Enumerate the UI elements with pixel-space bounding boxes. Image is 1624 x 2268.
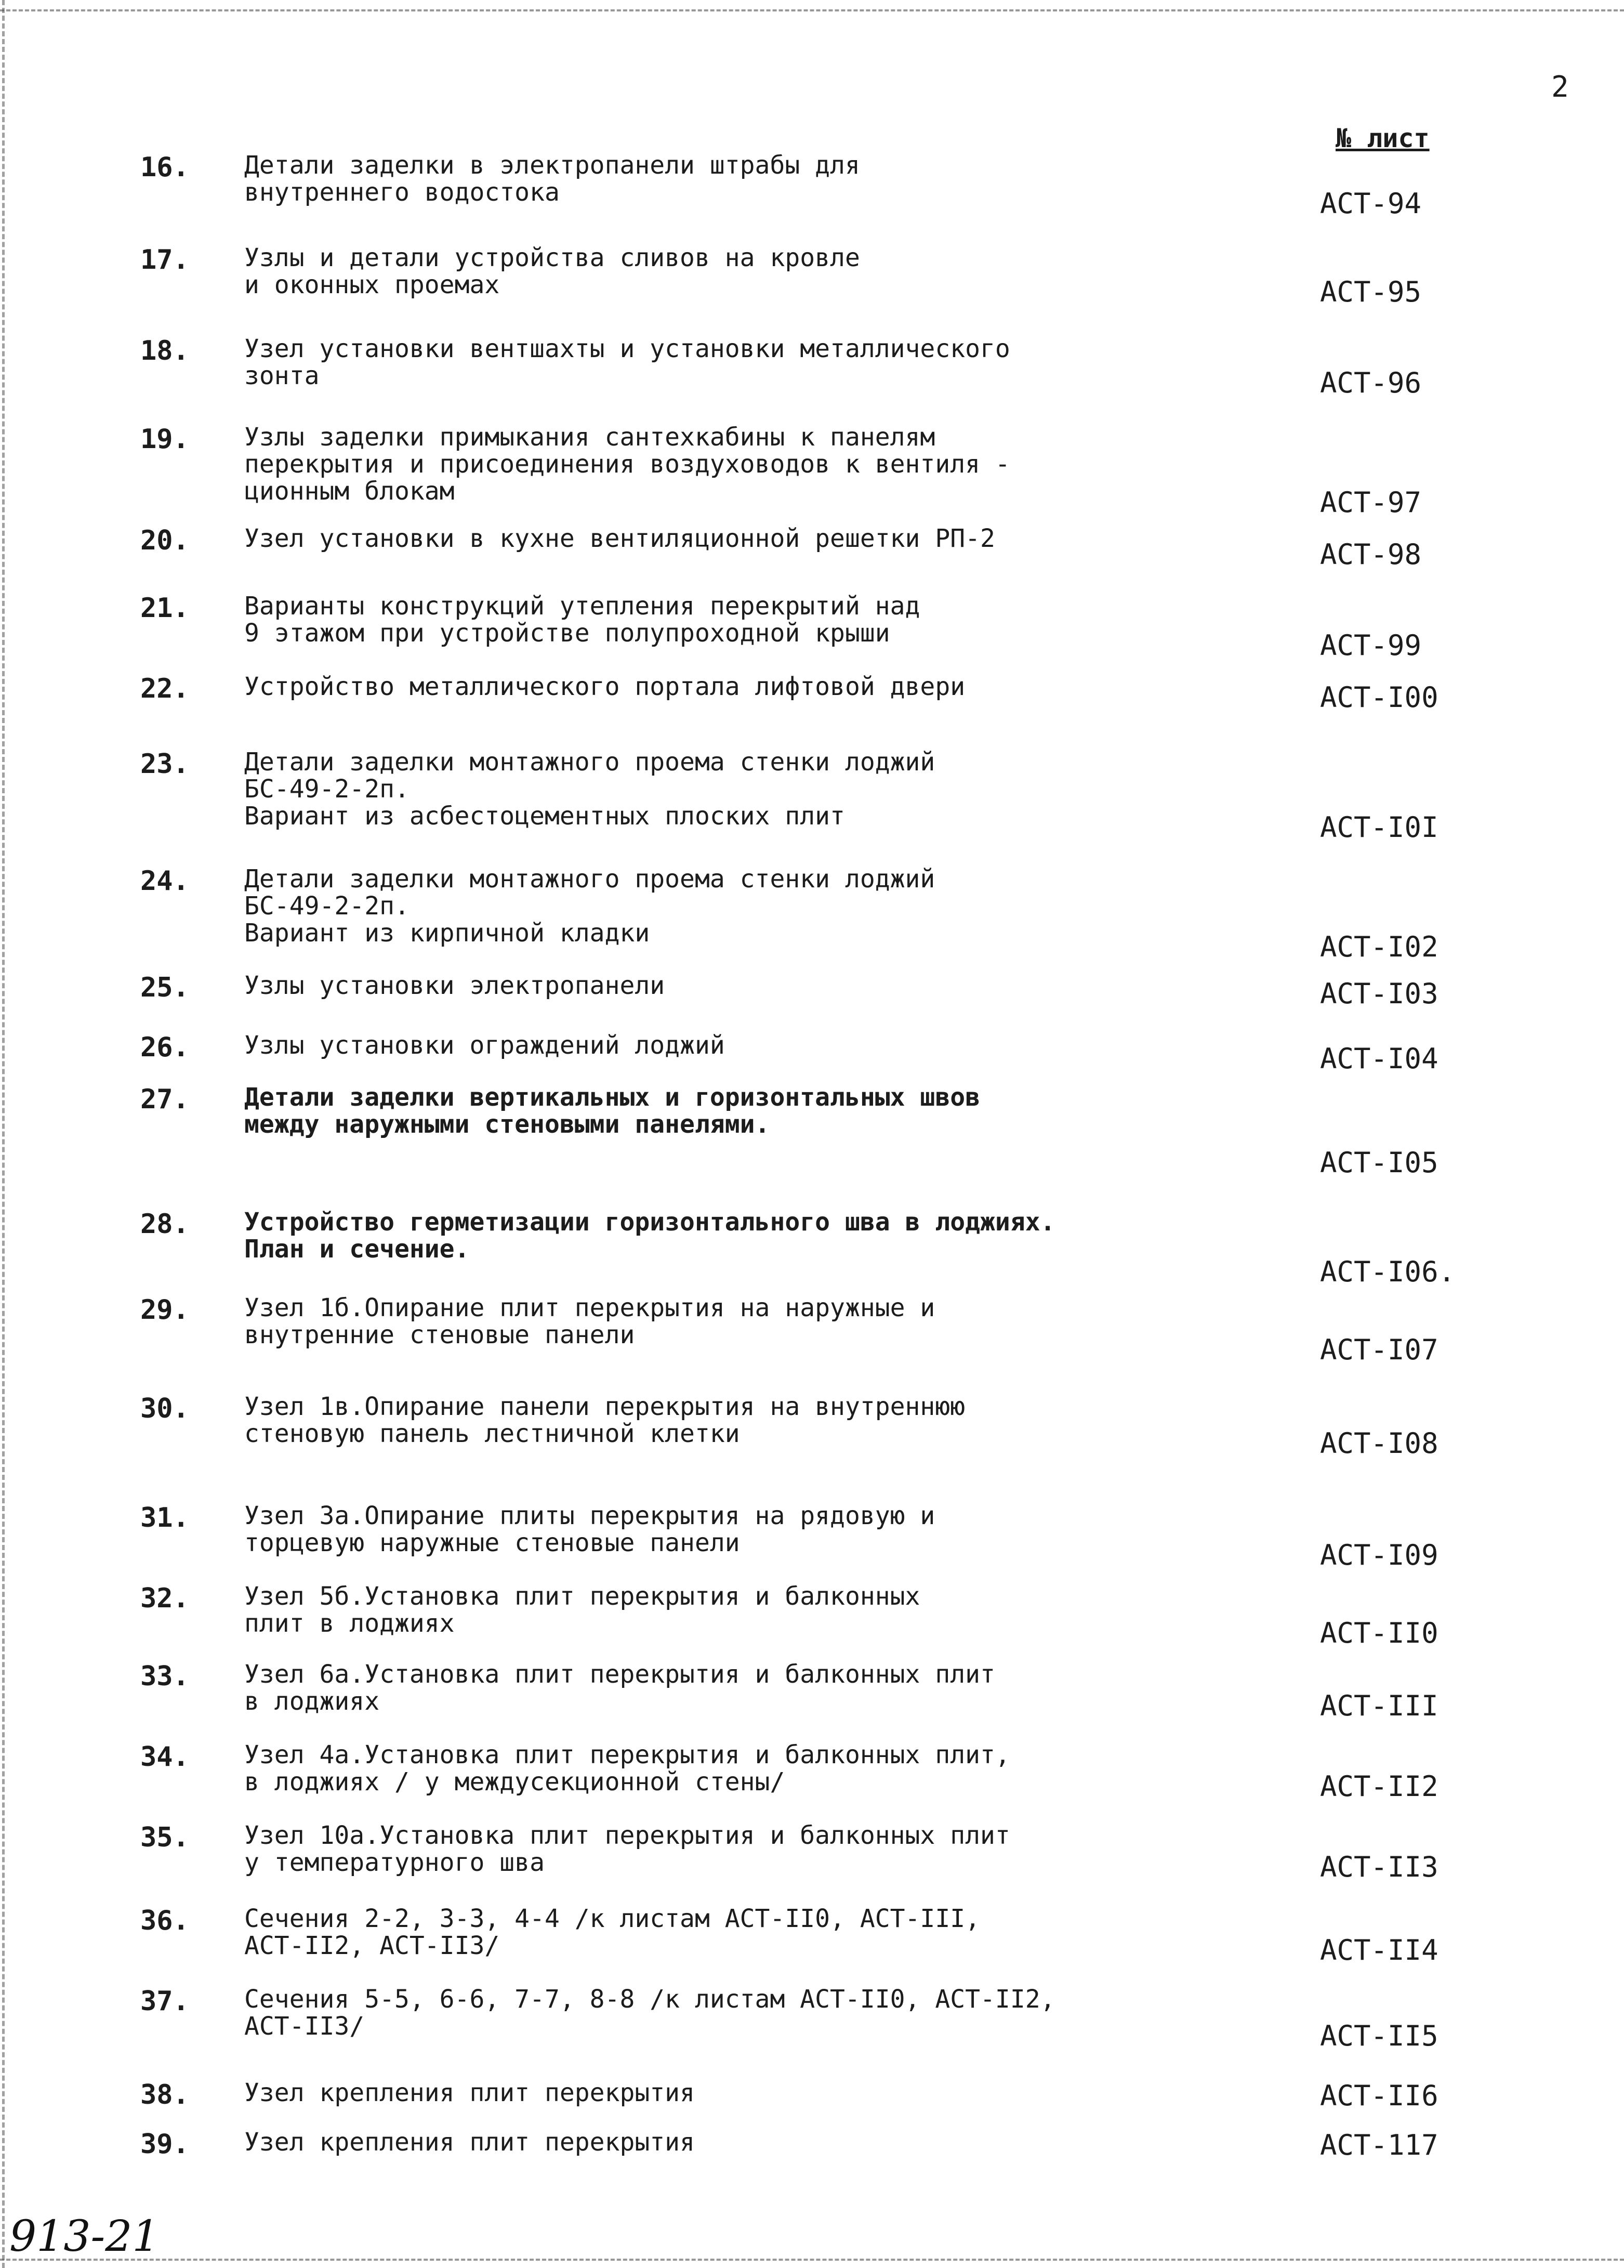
- sheet-number: АСТ-I0I: [1320, 811, 1438, 844]
- item-number: 23.: [140, 749, 189, 780]
- sheet-number: АСТ-I00: [1320, 681, 1438, 714]
- item-title: Узел 3а.Опирание плиты перекрытия на рядовую и торцевую наружные стеновые панели: [244, 1501, 935, 1557]
- item-title: Устройство герметизации горизонтального шва в лоджиях. План и сечение.: [244, 1208, 1055, 1264]
- sheet-number: АСТ-117: [1320, 2129, 1438, 2161]
- item-title: Узел 4а.Установка плит перекрытия и балконных плит, в лоджиях / у междусекционной стены/: [244, 1740, 1010, 1797]
- item-title: Узел установки в кухне вентиляционной решетки РП-2: [244, 524, 995, 553]
- sheet-column-header: № лист: [1336, 123, 1430, 153]
- item-title: Детали заделки монтажного проема стенки лоджий БС-49-2-2п. Вариант из кирпичной кладки: [244, 864, 935, 948]
- item-number: 39.: [140, 2129, 189, 2160]
- item-number: 31.: [140, 1502, 189, 1533]
- item-title: Детали заделки монтажного проема стенки лоджий БС-49-2-2п. Вариант из асбестоцементных плоских плит: [244, 748, 935, 831]
- item-number: 27.: [140, 1084, 189, 1115]
- item-title: Узел крепления плит перекрытия: [244, 2078, 695, 2107]
- item-number: 17.: [140, 244, 189, 276]
- item-number: 35.: [140, 1822, 189, 1853]
- item-title: Узел 10а.Установка плит перекрытия и балконных плит у температурного шва: [244, 1821, 1010, 1877]
- sheet-number: АСТ-II2: [1320, 1770, 1438, 1803]
- item-number: 37.: [140, 1986, 189, 2017]
- sheet-number: АСТ-97: [1320, 486, 1422, 519]
- item-number: 30.: [140, 1393, 189, 1424]
- item-title: Узел 5б.Установка плит перекрытия и балконных плит в лоджиях: [244, 1582, 920, 1638]
- sheet-number: АСТ-I06.: [1320, 1255, 1456, 1288]
- item-title: Устройство металлического портала лифтовой двери: [244, 672, 966, 701]
- sheet-number: АСТ-94: [1320, 187, 1422, 220]
- item-number: 18.: [140, 335, 189, 366]
- item-title: Сечения 5-5, 6-6, 7-7, 8-8 /к листам АСТ-II0, АСТ-II2, АСТ-II3/: [244, 1985, 1055, 2041]
- item-number: 19.: [140, 424, 189, 455]
- sheet-number: АСТ-I08: [1320, 1427, 1438, 1460]
- item-title: Узлы установки ограждений лоджий: [244, 1031, 725, 1060]
- sheet-number: АСТ-96: [1320, 366, 1422, 399]
- item-title: Детали заделки вертикальных и горизонтальных швов между наружными стеновыми панелями.: [244, 1083, 981, 1139]
- sheet-number: АСТ-II5: [1320, 2020, 1438, 2052]
- item-title: Узел установки вентшахты и установки металлического зонта: [244, 334, 1010, 390]
- sheet-number: АСТ-I04: [1320, 1042, 1438, 1075]
- item-number: 32.: [140, 1583, 189, 1614]
- item-title: Узел 6а.Установка плит перекрытия и балконных плит в лоджиях: [244, 1660, 995, 1716]
- sheet-number: АСТ-II4: [1320, 1934, 1438, 1967]
- sheet-number: АСТ-II6: [1320, 2079, 1438, 2112]
- item-title: Узел 1в.Опирание панели перекрытия на внутреннюю стеновую панель лестничной клетки: [244, 1392, 966, 1448]
- item-number: 33.: [140, 1661, 189, 1692]
- item-title: Узлы установки электропанели: [244, 971, 665, 1000]
- sheet-number: АСТ-III: [1320, 1689, 1438, 1722]
- item-number: 38.: [140, 2079, 189, 2110]
- item-number: 28.: [140, 1209, 189, 1240]
- archive-stamp: 913-21: [9, 2212, 160, 2261]
- item-title: Варианты конструкций утепления перекрытий над 9 этажом при устройстве полупроходной крыши: [244, 592, 920, 648]
- item-title: Узел крепления плит перекрытия: [244, 2128, 695, 2157]
- item-number: 29.: [140, 1294, 189, 1326]
- sheet-number: АСТ-I02: [1320, 930, 1438, 963]
- sheet-number: АСТ-II3: [1320, 1851, 1438, 1883]
- item-number: 20.: [140, 525, 189, 556]
- sheet-number: АСТ-I03: [1320, 977, 1438, 1010]
- sheet-number: АСТ-I09: [1320, 1539, 1438, 1571]
- sheet-number: АСТ-II0: [1320, 1617, 1438, 1649]
- item-title: Узлы заделки примыкания сантехкабины к панелям перекрытия и присоединения воздуховодов к вентиля - ционным блокам: [244, 423, 1010, 506]
- item-title: Детали заделки в электропанели штрабы для внутреннего водостока: [244, 151, 860, 207]
- item-number: 22.: [140, 673, 189, 704]
- item-title: Сечения 2-2, 3-3, 4-4 /к листам АСТ-II0, АСТ-III, АСТ-II2, АСТ-II3/: [244, 1904, 981, 1960]
- sheet-number: АСТ-95: [1320, 276, 1422, 308]
- item-title: Узлы и детали устройства сливов на кровле и оконных проемах: [244, 243, 860, 299]
- item-number: 36.: [140, 1905, 189, 1936]
- item-title: Узел 1б.Опирание плит перекрытия на наружные и внутренние стеновые панели: [244, 1293, 935, 1349]
- page-number: 2: [1551, 70, 1569, 104]
- item-number: 16.: [140, 152, 189, 183]
- sheet-number: АСТ-I05: [1320, 1146, 1438, 1179]
- sheet-number: АСТ-98: [1320, 538, 1422, 571]
- item-number: 34.: [140, 1741, 189, 1773]
- item-number: 26.: [140, 1032, 189, 1063]
- item-number: 21.: [140, 593, 189, 624]
- sheet-number: АСТ-99: [1320, 629, 1422, 662]
- sheet-number: АСТ-I07: [1320, 1333, 1438, 1366]
- item-number: 25.: [140, 972, 189, 1003]
- item-number: 24.: [140, 866, 189, 897]
